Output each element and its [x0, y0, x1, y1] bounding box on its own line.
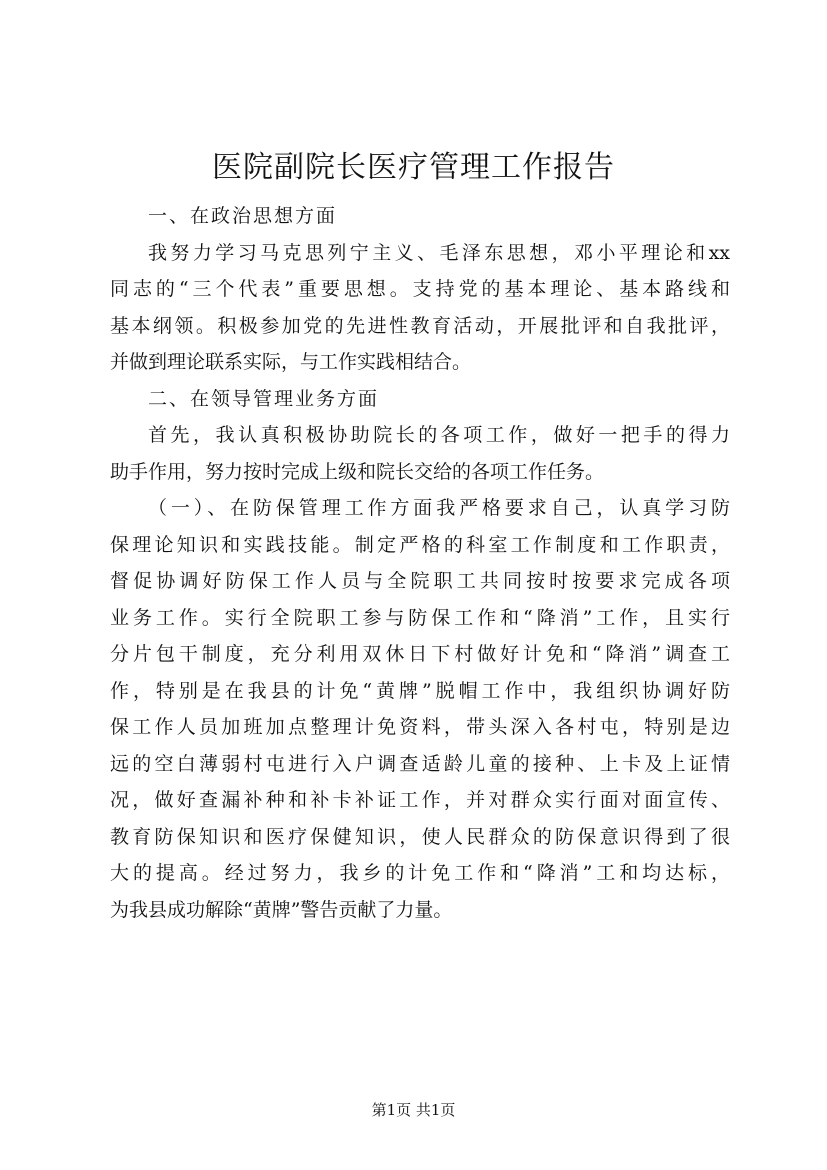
paragraph-line: 业务工作。实行全院职工参与防保工作和“降消”工作，且实行 [110, 606, 730, 629]
paragraph-assist-director [110, 419, 730, 488]
paragraph-line: 保工作人员加班加点整理计免资料，带头深入各村屯，特别是边 [110, 716, 730, 738]
paragraph-epidemic-prevention [110, 492, 730, 926]
paragraph-line: 为我县成功解除“黄牌”警告贡献了力量。 [110, 898, 453, 921]
paragraph-line: 远的空白薄弱村屯进行入户调查适龄儿童的接种、上卡及上证情 [110, 752, 730, 775]
paragraph-political [110, 237, 730, 379]
paragraph-line: 况，做好查漏补种和补卡补证工作，并对群众实行面对面宣传、 [110, 789, 730, 811]
paragraph-line: 基本纲领。积极参加党的先进性教育活动，开展批评和自我批评， [110, 314, 730, 337]
paragraph-line: 教育防保知识和医疗保健知识，使人民群众的防保意识得到了很 [110, 825, 730, 848]
document-body [110, 200, 730, 930]
paragraph-line: 督促协调好防保工作人员与全院职工共同按时按要求完成各项 [110, 570, 730, 592]
section-heading-management: 二、在领导管理业务方面 [148, 387, 380, 410]
paragraph-line: （一）、在防保管理工作方面我严格要求自己，认真学习防 [148, 497, 730, 519]
paragraph-line: 首先，我认真积极协助院长的各项工作，做好一把手的得力 [148, 424, 730, 446]
paragraph-line: 并做到理论联系实际，与工作实践相结合。 [110, 351, 472, 373]
document-title: 医院副院长医疗管理工作报告 [212, 150, 615, 185]
paragraph-line: 分片包干制度，充分利用双休日下村做好计免和“降消”调查工 [110, 643, 730, 665]
paragraph-line: 大的提高。经过努力，我乡的计免工作和“降消”工和均达标， [110, 862, 730, 884]
paragraph-line: 我努力学习马克思列宁主义、毛泽东思想，邓小平理论和xx [148, 241, 730, 264]
page-footer: 第1页 共1页 [371, 1101, 456, 1119]
paragraph-line: 作，特别是在我县的计免“黄牌”脱帽工作中，我组织协调好防 [110, 679, 730, 702]
paragraph-line: 保理论知识和实践技能。制定严格的科室工作制度和工作职责， [110, 533, 730, 556]
paragraph-line: 助手作用，努力按时完成上级和院长交给的各项工作任务。 [110, 460, 605, 483]
paragraph-line: 同志的“三个代表”重要思想。支持党的基本理论、基本路线和 [110, 278, 730, 300]
section-heading-political: 一、在政治思想方面 [148, 205, 338, 227]
